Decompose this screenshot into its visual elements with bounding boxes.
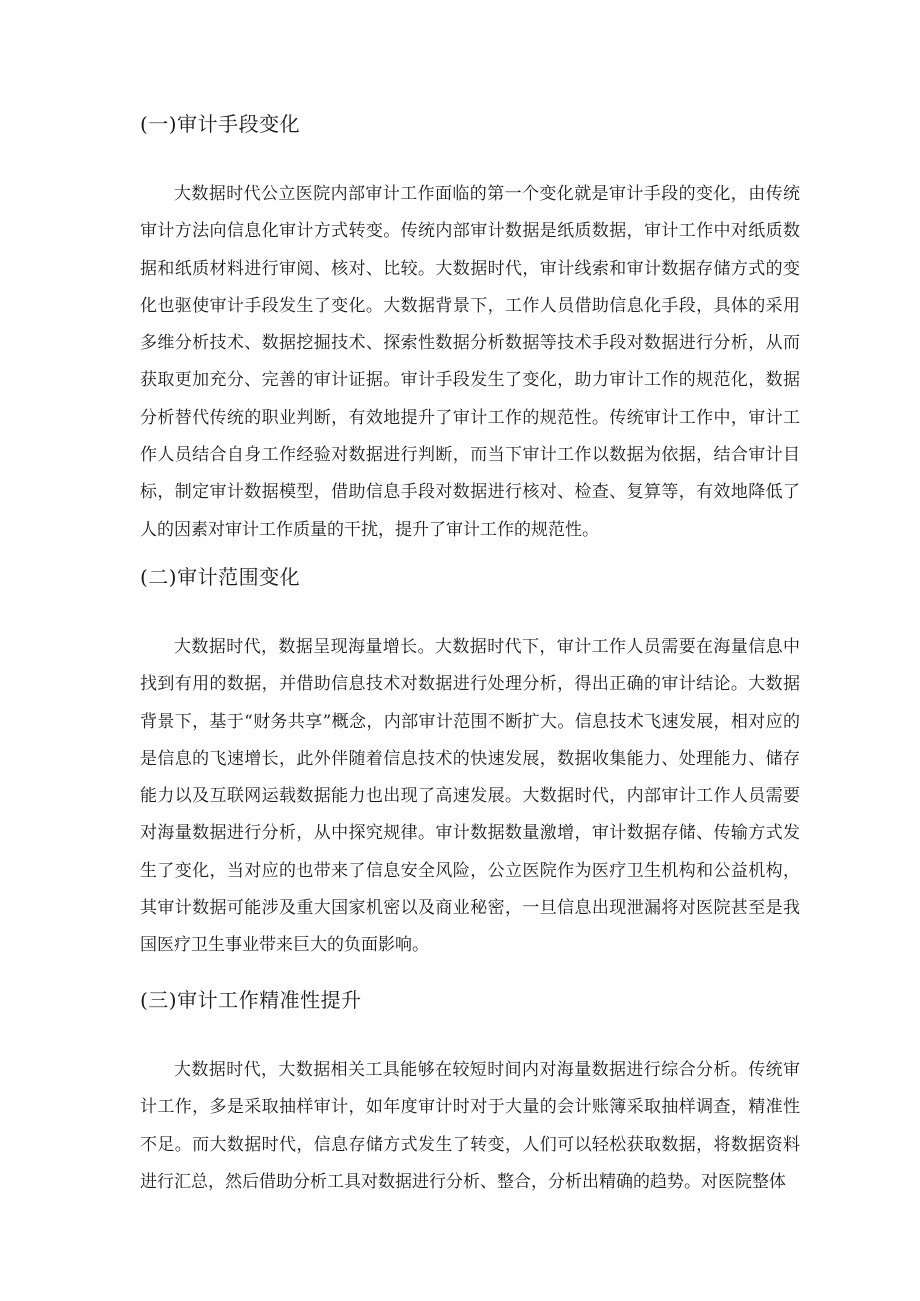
- section-heading: (二)审计范围变化: [140, 565, 301, 589]
- section-paragraph: 大数据时代公立医院内部审计工作面临的第一个变化就是审计手段的变化，由传统审计方法向信息化审计方式转变。传统内部审计数据是纸质数据，审计工作中对纸质数据和纸质材料进行审阅、核对、比较。大数据时代，审计线索和审计数据存储方式的变化也驱使审计手段发生了变化。大数据背景下，工作人员借助信息化手段，具体的采用多维分析技术、数据挖掘技术、探索性数据分析数据等技术手段对数据进行分析，从而获取更加充分、完善的审计证据。审计手段发生了变化，助力审计工作的规范化，数据分析替代传统的职业判断，有效地提升了审计工作的规范性。传统审计工作中，审计工作人员结合自身工作经验对数据进行判断，而当下审计工作以数据为依据，结合审计目标，制定审计数据模型，借助信息手段对数据进行核对、检查、复算等，有效地降低了人的因素对审计工作质量的干扰，提升了审计工作的规范性。: [140, 184, 800, 540]
- section-audit-methods: [140, 109, 800, 549]
- section-paragraph: 大数据时代，大数据相关工具能够在较短时间内对海量数据进行综合分析。传统审计工作，多是采取抽样审计，如年度审计时对于大量的会计账簿采取抽样调查，精准性不足。而大数据时代，信息存储方式发生了转变，人们可以轻松获取数据，将数据资料进行汇总，然后借助分析工具对数据进行分析、整合，分析出精确的趋势。对医院整体: [140, 1060, 800, 1192]
- section-paragraph: 大数据时代，数据呈现海量增长。大数据时代下，审计工作人员需要在海量信息中找到有用的数据，并借助信息技术对数据进行处理分析，得出正确的审计结论。大数据背景下，基于“财务共享”概念，内部审计范围不断扩大。信息技术飞速发展，相对应的是信息的飞速增长，此外伴随着信息技术的快速发展，数据收集能力、处理能力、储存能力以及互联网运载数据能力也出现了高速发展。大数据时代，内部审计工作人员需要对海量数据进行分析，从中探究规律。审计数据数量激增，审计数据存储、传输方式发生了变化，当对应的也带来了信息安全风险，公立医院作为医疗卫生机构和公益机构，其审计数据可能涉及重大国家机密以及商业秘密，一旦信息出现泄漏将对医院甚至是我国医疗卫生事业带来巨大的负面影响。: [140, 637, 800, 956]
- section-audit-scope: [140, 562, 800, 965]
- section-audit-precision: [140, 985, 800, 1201]
- section-heading: (一)审计手段变化: [140, 112, 301, 136]
- section-heading: (三)审计工作精准性提升: [140, 988, 362, 1012]
